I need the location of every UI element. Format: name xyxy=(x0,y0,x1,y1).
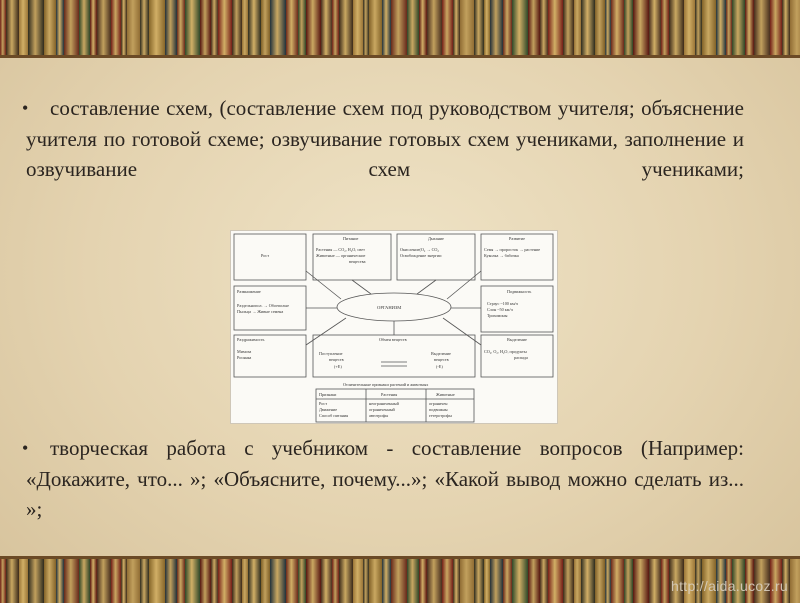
book-spine xyxy=(611,559,624,603)
diagram-box-reproduction-line: Пыльца → Живые семена xyxy=(237,309,284,314)
book-spine xyxy=(782,0,790,55)
book-spine xyxy=(270,559,286,603)
diagram-box-development-line: Семя → проросток → растение xyxy=(484,247,541,252)
book-spine xyxy=(218,559,232,603)
book-spine xyxy=(453,559,460,603)
book-spine xyxy=(716,0,726,55)
diagram-center-organism: ОРГАНИЗМ xyxy=(377,305,402,310)
book-spine xyxy=(684,0,695,55)
organism-diagram xyxy=(230,230,558,424)
book-spine xyxy=(611,0,624,55)
diagram-box-metabolism-line: (-Е) xyxy=(436,364,443,369)
paragraph-textbook-work-text: творческая работа с учебником - составление вопросов (Например: «Докажите, что... »; «Объясните, почему...»; «Какой вывод можно сделать из... »; xyxy=(26,436,744,521)
book-spine xyxy=(581,559,595,603)
book-spine xyxy=(165,559,177,603)
book-spine xyxy=(754,0,770,55)
book-spine xyxy=(79,0,90,55)
book-spine xyxy=(177,559,185,603)
book-spine xyxy=(732,0,745,55)
paragraph-schemes-text: составление схем, (составление схем под руководством учителя; объяснение учителя по готовой схеме; озвучивание готовых схем учениками, заполнение и озвучивание схем учениками; xyxy=(26,96,744,181)
book-spine xyxy=(298,0,306,55)
diagram-table-cell: Рост xyxy=(319,401,328,406)
book-spine xyxy=(633,0,649,55)
book-spine xyxy=(369,0,382,55)
book-spine xyxy=(460,559,474,603)
book-spine xyxy=(270,0,286,55)
book-spine xyxy=(211,0,218,55)
diagram-box-irritability-line: Мимоза xyxy=(237,349,252,354)
book-spine xyxy=(770,0,782,55)
book-spine xyxy=(127,0,140,55)
diagram-box-mobility-line: Трихомоны xyxy=(487,313,508,318)
book-spine xyxy=(407,0,419,55)
book-spine xyxy=(382,0,391,55)
book-spine xyxy=(581,0,595,55)
book-spine xyxy=(353,559,363,603)
book-spine xyxy=(306,0,321,55)
book-spine xyxy=(790,559,800,603)
book-spine xyxy=(298,559,306,603)
book-spine xyxy=(382,559,391,603)
diagram-box-nutrition-title: Питание xyxy=(343,236,359,241)
book-spine xyxy=(427,559,442,603)
book-spine xyxy=(286,0,298,55)
diagram-box-mobility-line: Слон ~50 км/ч xyxy=(487,307,513,312)
diagram-box-metabolism-title: Обмен веществ xyxy=(379,337,407,342)
diagram-table-cell: ограниченный xyxy=(369,407,395,412)
book-spine xyxy=(595,0,605,55)
book-spine xyxy=(90,559,97,603)
book-spine xyxy=(624,0,633,55)
book-spine xyxy=(419,559,427,603)
book-spine xyxy=(649,0,661,55)
book-spine xyxy=(503,559,512,603)
book-spine xyxy=(460,0,474,55)
book-spine xyxy=(332,559,339,603)
book-spine xyxy=(232,559,242,603)
book-spine xyxy=(548,0,563,55)
book-spine xyxy=(745,0,754,55)
book-spine xyxy=(232,0,242,55)
book-spine xyxy=(474,559,484,603)
book-spine xyxy=(419,0,427,55)
book-spine xyxy=(540,0,548,55)
book-spine xyxy=(211,559,218,603)
book-spine xyxy=(563,0,574,55)
diagram-box-respiration-line: Окисление(О₂ → СО₂ xyxy=(400,247,439,252)
diagram-table-caption: Отличительные признаки растений и животных xyxy=(343,382,429,387)
book-spine xyxy=(702,0,716,55)
book-spine xyxy=(19,559,28,603)
book-spine xyxy=(28,0,44,55)
book-spine xyxy=(474,0,484,55)
book-spine xyxy=(44,0,56,55)
diagram-table-cell: ограничен xyxy=(429,401,448,406)
book-spine xyxy=(19,0,28,55)
book-spine xyxy=(6,559,19,603)
book-spine xyxy=(332,0,339,55)
book-spine xyxy=(790,0,800,55)
diagram-table-header: Животные xyxy=(436,392,455,397)
book-spine xyxy=(490,559,503,603)
diagram-box-respiration-line: Освобождение энергии xyxy=(400,253,442,258)
book-spine xyxy=(56,0,64,55)
book-spine xyxy=(149,0,165,55)
book-spine xyxy=(512,0,528,55)
diagram-box-development-title: Развитие xyxy=(509,236,525,241)
diagram-box-growth: Рост xyxy=(261,253,270,258)
diagram-box-nutrition-line: Животные — органические xyxy=(316,253,366,258)
diagram-box-metabolism-line: веществ xyxy=(329,357,344,362)
diagram-box-mobility-line: Страус ~100 км/ч xyxy=(487,301,518,306)
diagram-box-nutrition-line: вещества xyxy=(349,259,366,264)
book-spine xyxy=(306,559,321,603)
book-spine xyxy=(6,0,19,55)
book-spine xyxy=(528,559,540,603)
book-spine xyxy=(661,0,669,55)
book-spine xyxy=(563,559,574,603)
book-spine xyxy=(391,0,407,55)
bookshelf-top-border xyxy=(0,0,800,58)
book-spine xyxy=(453,0,460,55)
diagram-box-irritability-title: Раздражимость xyxy=(237,337,265,342)
book-spine xyxy=(339,559,353,603)
book-spine xyxy=(149,559,165,603)
diagram-box-reproduction-title: Размножение xyxy=(237,289,261,294)
diagram-table-header: Признаки xyxy=(319,392,337,397)
diagram-box-excretion-line: распада xyxy=(514,355,528,360)
book-spine xyxy=(28,559,44,603)
diagram-box-metabolism-line: Поступление xyxy=(319,351,343,356)
book-spine xyxy=(407,559,419,603)
bullet-icon: • xyxy=(22,438,29,458)
book-spine xyxy=(595,559,605,603)
book-spine xyxy=(261,0,270,55)
diagram-box-reproduction-line: Раздельнопол. → Обоеполые xyxy=(237,303,289,308)
diagram-box-metabolism-line: Выделение xyxy=(431,351,451,356)
diagram-table-cell: Движение xyxy=(319,407,338,412)
book-spine xyxy=(177,0,185,55)
book-spine xyxy=(624,559,633,603)
paragraph-textbook-work xyxy=(22,433,744,525)
bullet-icon: • xyxy=(22,98,29,118)
book-spine xyxy=(695,0,702,55)
book-spine xyxy=(185,559,200,603)
book-spine xyxy=(574,559,581,603)
diagram-table-header: Растения xyxy=(381,392,398,397)
diagram-box-excretion-title: Выделение xyxy=(507,337,527,342)
book-spine xyxy=(140,0,149,55)
book-spine xyxy=(321,0,332,55)
diagram-box-excretion-line: СО₂, О₂, Н₂О, продукты xyxy=(484,349,527,354)
book-spine xyxy=(200,559,211,603)
book-spine xyxy=(248,559,261,603)
book-spine xyxy=(218,0,232,55)
book-spine xyxy=(165,0,177,55)
book-spine xyxy=(64,559,79,603)
book-spine xyxy=(127,559,140,603)
book-spine xyxy=(369,559,382,603)
book-spine xyxy=(528,0,540,55)
book-spine xyxy=(548,559,563,603)
diagram-box-irritability-line: Росянка xyxy=(237,355,252,360)
diagram-table-cell: гетеротрофы xyxy=(429,413,452,418)
book-spine xyxy=(339,0,353,55)
diagram-box-metabolism-line: веществ xyxy=(434,357,449,362)
book-spine xyxy=(97,0,111,55)
book-spine xyxy=(512,559,528,603)
site-watermark: http://aida.ucoz.ru xyxy=(671,578,788,594)
book-spine xyxy=(353,0,363,55)
diagram-box-mobility-title: Подвижность xyxy=(507,289,532,294)
diagram-table-cell: автотрофы xyxy=(369,413,389,418)
diagram-table-cell: Способ питания xyxy=(319,413,348,418)
book-spine xyxy=(442,559,453,603)
book-spine xyxy=(574,0,581,55)
book-spine xyxy=(97,559,111,603)
diagram-box-respiration-title: Дыхание xyxy=(428,236,444,241)
book-spine xyxy=(64,0,79,55)
book-spine xyxy=(649,559,661,603)
book-spine xyxy=(111,559,121,603)
book-spine xyxy=(427,0,442,55)
diagram-box-metabolism-line: (+Е) xyxy=(334,364,342,369)
diagram-table-cell: неограниченный xyxy=(369,401,399,406)
book-spine xyxy=(321,559,332,603)
book-spine xyxy=(669,0,684,55)
book-spine xyxy=(633,559,649,603)
book-spine xyxy=(261,559,270,603)
book-spine xyxy=(200,0,211,55)
paragraph-schemes xyxy=(22,93,744,185)
book-spine xyxy=(248,0,261,55)
book-spine xyxy=(661,559,669,603)
book-spine xyxy=(79,559,90,603)
book-spine xyxy=(391,559,407,603)
book-spine xyxy=(185,0,200,55)
book-spine xyxy=(503,0,512,55)
book-spine xyxy=(442,0,453,55)
book-spine xyxy=(44,559,56,603)
book-spine xyxy=(90,0,97,55)
diagram-box-nutrition-line: Растения — СО₂, Н₂О, свет xyxy=(316,247,365,252)
book-spine xyxy=(140,559,149,603)
book-spine xyxy=(540,559,548,603)
book-spine xyxy=(111,0,121,55)
book-spine xyxy=(56,559,64,603)
book-spine xyxy=(286,559,298,603)
book-spine xyxy=(490,0,503,55)
diagram-box-development-line: Куколка → бабочка xyxy=(484,253,519,258)
diagram-table-cell: подвижны xyxy=(429,407,448,412)
